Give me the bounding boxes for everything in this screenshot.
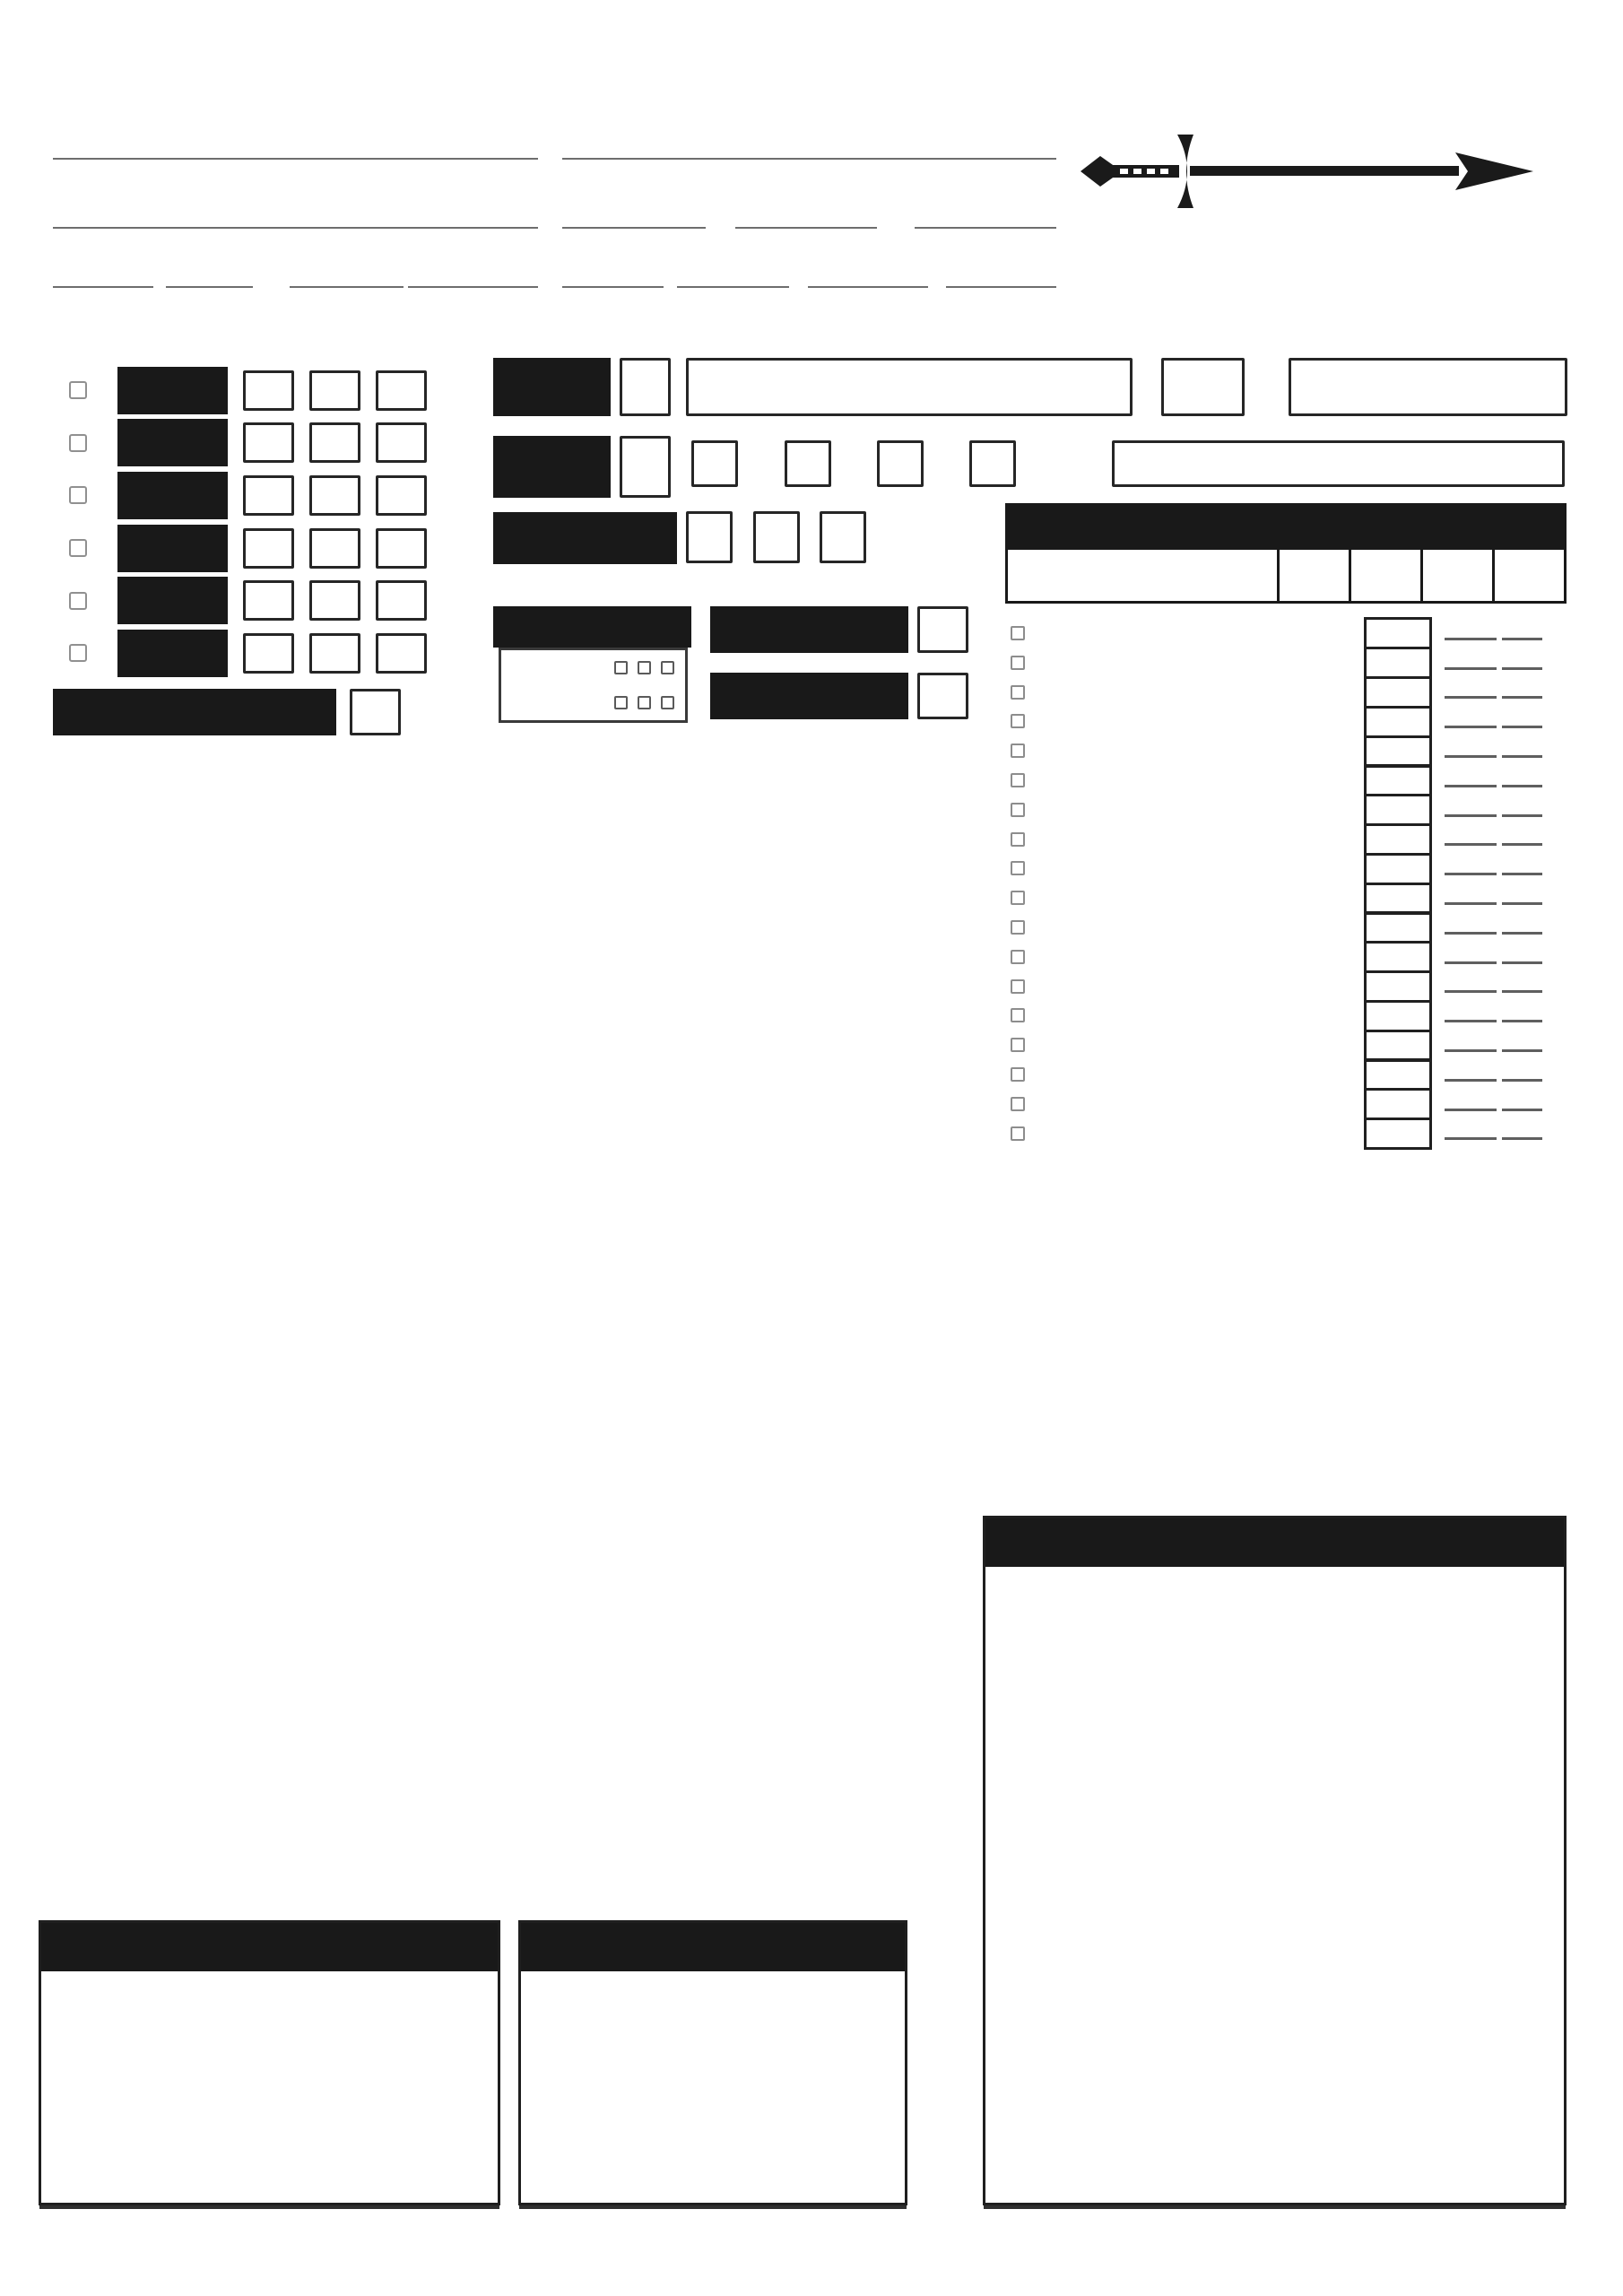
skill-row <box>1005 766 1567 796</box>
profic-bonus-line[interactable] <box>1502 726 1542 728</box>
proficiency-bonus-badge <box>710 606 908 653</box>
weight-field[interactable] <box>562 286 664 294</box>
ability-modifier-line[interactable] <box>1445 696 1497 699</box>
skill-proficient-checkbox[interactable] <box>1011 1097 1025 1111</box>
racial-features-box <box>39 1920 500 2205</box>
write-line[interactable] <box>915 227 1056 229</box>
ability-badge <box>117 630 228 677</box>
feats-title <box>521 1923 905 1971</box>
ability-badge <box>117 419 228 466</box>
skill-modifier-box[interactable] <box>1364 823 1432 856</box>
skill-proficient-checkbox[interactable] <box>1011 714 1025 728</box>
skill-row <box>1005 972 1567 1002</box>
skill-proficient-checkbox[interactable] <box>1011 1126 1025 1141</box>
profic-bonus-line[interactable] <box>1502 755 1542 758</box>
class-features-title <box>985 1518 1564 1567</box>
passive-perception-box[interactable] <box>350 689 401 735</box>
ability-modifier-box[interactable] <box>309 580 360 621</box>
skill-modifier-box[interactable] <box>1364 1000 1432 1032</box>
skill-formula <box>1439 1031 1542 1060</box>
skills-column-headers <box>1005 547 1567 604</box>
height-field[interactable] <box>408 286 538 294</box>
profic-bonus-line[interactable] <box>1502 667 1542 670</box>
alignment-field[interactable] <box>735 227 877 235</box>
ability-modifier-line[interactable] <box>1445 726 1497 728</box>
skill-proficient-checkbox[interactable] <box>1011 773 1025 787</box>
class-features-box <box>983 1516 1567 2205</box>
ability-modifier-line[interactable] <box>1445 638 1497 640</box>
skill-modifier-box[interactable] <box>1364 853 1432 885</box>
write-line[interactable] <box>677 286 789 288</box>
skill-modifier-box[interactable] <box>1364 735 1432 768</box>
write-line[interactable] <box>166 286 253 288</box>
profic-bonus-line[interactable] <box>1502 1109 1542 1111</box>
skin-field[interactable] <box>946 286 1056 294</box>
skill-row <box>1005 883 1567 913</box>
eyes-field[interactable] <box>677 286 789 294</box>
death-saves-box <box>499 648 688 723</box>
ability-modifier-box[interactable] <box>309 528 360 569</box>
ac-total-box[interactable] <box>620 436 671 498</box>
skill-modifier-box[interactable] <box>1364 706 1432 738</box>
skill-modifier-box[interactable] <box>1364 1088 1432 1120</box>
feats-box <box>518 1920 907 2205</box>
profic-bonus-line[interactable] <box>1502 932 1542 935</box>
skill-row <box>1005 943 1567 972</box>
skill-proficient-checkbox[interactable] <box>1011 1067 1025 1082</box>
saving-throw-proficient-checkbox[interactable] <box>69 381 87 399</box>
speed-box[interactable] <box>1289 358 1567 416</box>
skill-proficient-checkbox[interactable] <box>1011 832 1025 847</box>
skill-modifier-box[interactable] <box>1364 676 1432 709</box>
skill-proficient-checkbox[interactable] <box>1011 803 1025 817</box>
ability-modifier-line[interactable] <box>1445 785 1497 787</box>
skill-row <box>1005 736 1567 766</box>
profic-bonus-line[interactable] <box>1502 1049 1542 1052</box>
skill-formula <box>1439 1060 1542 1090</box>
death-saves-successes-row <box>501 650 685 685</box>
write-line[interactable] <box>408 286 538 288</box>
skill-proficient-checkbox[interactable] <box>1011 891 1025 905</box>
skill-proficient-checkbox[interactable] <box>1011 920 1025 935</box>
failure-checkbox[interactable] <box>638 696 651 709</box>
skill-modifier-box[interactable] <box>1364 794 1432 826</box>
skill-modifier-box[interactable] <box>1364 883 1432 915</box>
ability-row <box>0 574 442 627</box>
skill-row <box>1005 1060 1567 1090</box>
passive-perception-badge <box>53 689 336 735</box>
success-checkbox[interactable] <box>638 661 651 674</box>
player-field[interactable] <box>562 158 1056 166</box>
skill-formula <box>1439 825 1542 855</box>
racial-features-lines[interactable] <box>54 2008 485 2187</box>
skill-row <box>1005 796 1567 825</box>
skills-list <box>1005 619 1567 1148</box>
profic-bonus-line[interactable] <box>1502 990 1542 993</box>
profic-bonus-line[interactable] <box>1502 1020 1542 1022</box>
skill-formula <box>1439 766 1542 796</box>
ability-modifier-line[interactable] <box>1445 1109 1497 1111</box>
skills-panel <box>1005 503 1567 604</box>
skill-row <box>1005 707 1567 736</box>
ability-modifier-line[interactable] <box>1445 1049 1497 1052</box>
hair-field[interactable] <box>808 286 928 294</box>
skill-row <box>1005 619 1567 648</box>
write-line[interactable] <box>808 286 928 288</box>
resistances-box[interactable] <box>1112 440 1565 487</box>
write-line[interactable] <box>53 286 153 288</box>
skill-proficient-checkbox[interactable] <box>1011 1008 1025 1022</box>
skill-modifier-header <box>1351 550 1420 601</box>
skill-proficient-checkbox[interactable] <box>1011 950 1025 964</box>
inspiration-box[interactable] <box>917 673 968 719</box>
ability-modifier-line[interactable] <box>1445 873 1497 875</box>
profic-bonus-line[interactable] <box>1502 638 1542 640</box>
ability-modifier-line[interactable] <box>1445 961 1497 964</box>
skill-proficient-checkbox[interactable] <box>1011 744 1025 758</box>
nonlethal-damage-box[interactable] <box>1161 358 1245 416</box>
profic-bonus-line[interactable] <box>1502 873 1542 875</box>
initiative-dex-box[interactable] <box>753 511 800 563</box>
skills-title <box>1005 503 1567 547</box>
skill-proficient-checkbox[interactable] <box>1011 626 1025 640</box>
hp-total-box[interactable] <box>620 358 671 416</box>
write-line[interactable] <box>53 227 538 229</box>
class-features-lines[interactable] <box>998 1587 1551 2176</box>
skill-formula <box>1439 854 1542 883</box>
ability-modifier-box[interactable] <box>309 422 360 463</box>
ability-row <box>0 364 442 417</box>
race-field[interactable] <box>562 227 706 235</box>
skill-name-header <box>1008 550 1277 601</box>
ability-modifier-box[interactable] <box>309 370 360 411</box>
size-field[interactable] <box>53 286 153 294</box>
ability-row <box>0 469 442 522</box>
skill-proficient-checkbox[interactable] <box>1011 861 1025 875</box>
initiative-badge <box>493 512 677 564</box>
profic-bonus-header <box>1495 550 1564 601</box>
ability-modifier-line[interactable] <box>1445 814 1497 817</box>
ability-modifier-header <box>1423 550 1492 601</box>
skill-formula <box>1439 972 1542 1002</box>
skill-formula <box>1439 913 1542 943</box>
age-field[interactable] <box>166 286 253 294</box>
initiative-misc-box[interactable] <box>820 511 866 563</box>
ac-dex-modifier-box[interactable] <box>877 440 924 487</box>
profic-bonus-line[interactable] <box>1502 696 1542 699</box>
ability-score-box[interactable] <box>243 475 294 516</box>
ability-modifier-line[interactable] <box>1445 843 1497 846</box>
saving-throw-proficient-checkbox[interactable] <box>69 539 87 557</box>
gender-field[interactable] <box>290 286 404 294</box>
skill-row <box>1005 1031 1567 1060</box>
ability-modifier-line[interactable] <box>1445 667 1497 670</box>
skill-formula <box>1439 883 1542 913</box>
skill-formula <box>1439 619 1542 648</box>
ac-misc-modifier-box[interactable] <box>969 440 1016 487</box>
ability-modifier-line[interactable] <box>1445 1020 1497 1022</box>
skill-formula <box>1439 1001 1542 1031</box>
skill-formula <box>1439 648 1542 678</box>
skill-row <box>1005 1119 1567 1149</box>
skill-proficient-checkbox[interactable] <box>1011 656 1025 670</box>
skill-modifier-box[interactable] <box>1364 647 1432 679</box>
ability-modifier-line[interactable] <box>1445 1137 1497 1140</box>
key-ability-header <box>1280 550 1349 601</box>
write-line[interactable] <box>562 158 1056 160</box>
skill-row <box>1005 854 1567 883</box>
character-name-field[interactable] <box>53 158 538 166</box>
ability-save-box[interactable] <box>376 475 427 516</box>
skill-proficient-checkbox[interactable] <box>1011 1038 1025 1052</box>
saving-throw-proficient-checkbox[interactable] <box>69 434 87 452</box>
inspiration-badge <box>710 673 908 719</box>
skill-formula <box>1439 707 1542 736</box>
success-checkbox[interactable] <box>661 661 674 674</box>
skill-formula <box>1439 1119 1542 1149</box>
skill-modifier-box[interactable] <box>1364 617 1432 649</box>
armor-bonus-box[interactable] <box>691 440 738 487</box>
skill-formula <box>1439 736 1542 766</box>
skill-formula <box>1439 943 1542 972</box>
profic-bonus-line[interactable] <box>1502 1137 1542 1140</box>
profic-bonus-line[interactable] <box>1502 814 1542 817</box>
profic-bonus-line[interactable] <box>1502 843 1542 846</box>
profic-bonus-line[interactable] <box>1502 1079 1542 1082</box>
write-line[interactable] <box>290 286 404 288</box>
death-saves-failures-row <box>501 685 685 720</box>
ability-badge <box>117 367 228 414</box>
sword-icon <box>1081 122 1578 221</box>
ability-modifier-box[interactable] <box>309 475 360 516</box>
saving-throw-proficient-checkbox[interactable] <box>69 644 87 662</box>
skill-modifier-box[interactable] <box>1364 911 1432 944</box>
wounds-current-hp-box[interactable] <box>686 358 1133 416</box>
ability-badge <box>117 472 228 519</box>
ability-row <box>0 522 442 575</box>
skill-row <box>1005 825 1567 855</box>
skill-modifier-box[interactable] <box>1364 764 1432 796</box>
saving-throw-proficient-checkbox[interactable] <box>69 592 87 610</box>
ability-save-box[interactable] <box>376 580 427 621</box>
ac-badge <box>493 436 611 498</box>
skill-modifier-box[interactable] <box>1364 1058 1432 1091</box>
profic-bonus-line[interactable] <box>1502 902 1542 905</box>
skill-modifier-box[interactable] <box>1364 1118 1432 1150</box>
ability-badge <box>117 525 228 572</box>
dnd-logo <box>1081 115 1578 290</box>
ability-rows <box>0 364 442 680</box>
ability-modifier-line[interactable] <box>1445 932 1497 935</box>
ability-row <box>0 417 442 470</box>
profic-bonus-line[interactable] <box>1502 961 1542 964</box>
class-level-field[interactable] <box>53 227 538 235</box>
success-checkbox[interactable] <box>614 661 628 674</box>
failure-checkbox[interactable] <box>614 696 628 709</box>
ability-modifier-line[interactable] <box>1445 990 1497 993</box>
ability-score-box[interactable] <box>243 370 294 411</box>
initiative-total-box[interactable] <box>686 511 733 563</box>
ability-row <box>0 627 442 680</box>
skill-row <box>1005 678 1567 708</box>
feats-lines[interactable] <box>534 2008 892 2187</box>
ability-modifier-box[interactable] <box>309 633 360 674</box>
ability-modifier-line[interactable] <box>1445 1079 1497 1082</box>
hp-badge <box>493 358 611 416</box>
ability-score-box[interactable] <box>243 633 294 674</box>
skill-row <box>1005 1001 1567 1031</box>
write-line[interactable] <box>946 286 1056 288</box>
skill-modifier-box[interactable] <box>1364 941 1432 973</box>
ability-score-box[interactable] <box>243 580 294 621</box>
skill-proficient-checkbox[interactable] <box>1011 979 1025 994</box>
skill-formula <box>1439 796 1542 825</box>
skill-row <box>1005 648 1567 678</box>
write-line[interactable] <box>735 227 877 229</box>
ability-modifier-line[interactable] <box>1445 902 1497 905</box>
shield-bonus-box[interactable] <box>785 440 831 487</box>
death-saves-header <box>493 606 691 648</box>
racial-features-title <box>41 1923 498 1971</box>
failure-checkbox[interactable] <box>661 696 674 709</box>
skill-row <box>1005 1090 1567 1119</box>
proficiency-bonus-box[interactable] <box>917 606 968 653</box>
ability-save-box[interactable] <box>376 633 427 674</box>
write-line[interactable] <box>562 227 706 229</box>
saving-throw-proficient-checkbox[interactable] <box>69 486 87 504</box>
ability-save-box[interactable] <box>376 422 427 463</box>
ability-modifier-line[interactable] <box>1445 755 1497 758</box>
ability-save-box[interactable] <box>376 528 427 569</box>
skill-formula <box>1439 678 1542 708</box>
skill-formula <box>1439 1090 1542 1119</box>
profic-bonus-line[interactable] <box>1502 785 1542 787</box>
skill-modifier-box[interactable] <box>1364 1030 1432 1062</box>
ability-score-box[interactable] <box>243 528 294 569</box>
skill-proficient-checkbox[interactable] <box>1011 685 1025 700</box>
ability-score-box[interactable] <box>243 422 294 463</box>
ability-save-box[interactable] <box>376 370 427 411</box>
write-line[interactable] <box>562 286 664 288</box>
write-line[interactable] <box>53 158 538 160</box>
skill-row <box>1005 913 1567 943</box>
deity-field[interactable] <box>915 227 1056 235</box>
ability-badge <box>117 577 228 624</box>
skill-modifier-box[interactable] <box>1364 970 1432 1003</box>
